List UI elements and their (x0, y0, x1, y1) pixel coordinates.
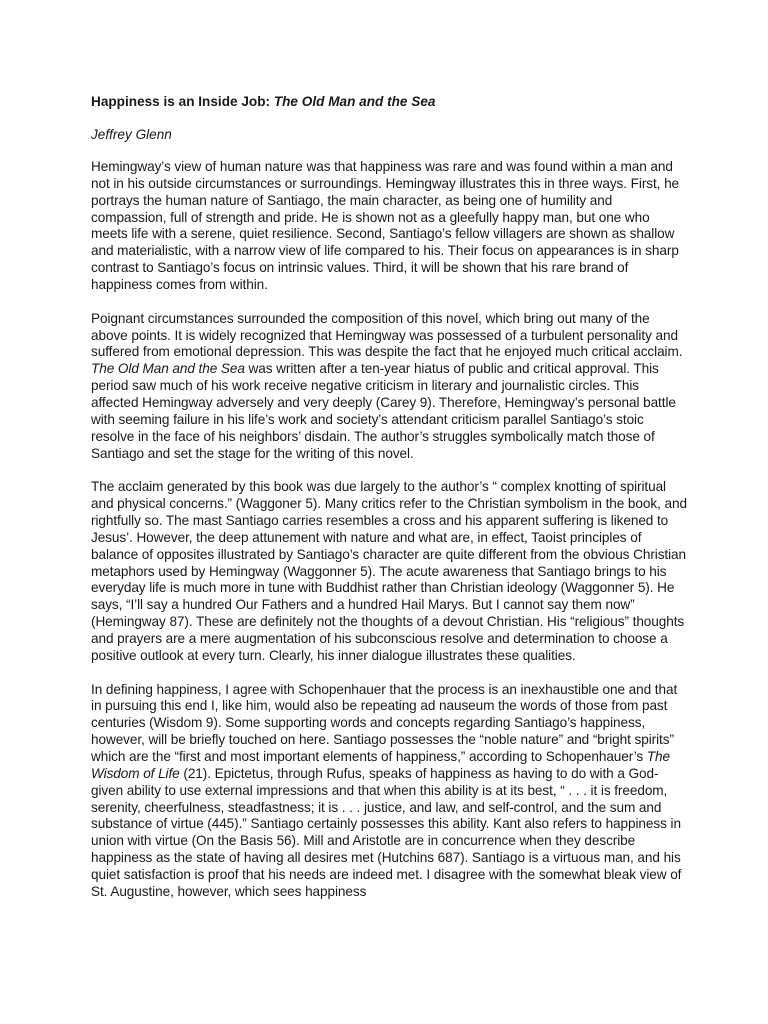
text-span: (21). Epictetus, through Rufus, speaks of happiness as having to do with a God-given ability to use external impressions and that when this ability is at its best, “ . . . it is freedom, serenity, cheerfulness, steadfastness; it is . . . justice, and law, and self-control, and the sum and substance of virtue (445).” Santiago certainly possesses this ability. Kant also refers to happiness in union with virtue (On the Basis 56). Mill and Aristotle are in concurrence when they describe happiness as the state of having all desires met (Hutchins 687). Santiago is a virtuous man, and his quiet satisfaction is proof that his needs are indeed met. I disagree with the somewhat bleak view of St. Augustine, however, which sees happiness (91, 765, 682, 899)
paragraph (91, 682, 689, 901)
text-span: In defining happiness, I agree with Schopenhauer that the process is an inexhaustible one and that in pursuing this end I, like him, would also be repeating ad nauseum the words of those from past centuries (Wisdom 9). Some supporting words and concepts regarding Santiago’s happiness, however, will be briefly touched on here. Santiago possesses the “noble nature” and “bright spirits” which are the “first and most important elements of happiness,” according to Schopenhauer’s (91, 681, 678, 764)
text-span: was written after a ten-year hiatus of public and critical approval. This period saw much of his work receive negative criticism in literary and journalistic circles. This affected Hemingway adversely and very deeply (Carey 9). Therefore, Hemingway’s personal battle with seeming failure in his life’s work and society’s attendant criticism parallel Santiago’s stoic resolve in the face of his neighbors’ disdain. The author’s struggles symbolically match those of Santiago and set the stage for the writing of this novel. (91, 361, 676, 461)
author-name: Jeffrey Glenn (91, 127, 172, 142)
document-title (91, 93, 689, 110)
body-text (91, 159, 689, 901)
text-span: The acclaim generated by this book was due largely to the author’s “ complex knotting of spiritual and physical concerns.” (Waggoner 5). Many critics refer to the Christian symbolism in the book, and rightfully so. The mast Santiago carries resembles a cross and his apparent suffering is likened to Jesus’. However, the deep attunement with nature and what are, in effect, Taoist principles of balance of opposites illustrated by Santiago’s character are quite different from the obvious Christian metaphors used by Hemingway (Waggonner 5). The acute awareness that Santiago brings to his everyday life is much more in tune with Buddhist rather than Christian ideology (Waggonner 5). He says, “I’ll say a hundred Our Fathers and a hundred Hail Marys. But I cannot say them now” (Hemingway 87). These are definitely not the thoughts of a devout Christian. His “religious” thoughts and prayers are a mere augmentation of his subconscious resolve and determination to choose a positive outlook at every turn. Clearly, his inner dialogue illustrates these qualities. (91, 479, 687, 663)
title-book: The Old Man and the Sea (273, 94, 436, 109)
paragraph (91, 479, 689, 664)
italic-title-span: The Wisdom of Life (91, 749, 671, 781)
document-content (91, 93, 689, 918)
text-span: Hemingway’s view of human nature was that happiness was rare and was found within a man and not in his outside circumstances or surroundings. Hemingway illustrates this in three ways. First, he portrays the human nature of Santiago, the main character, as being one of humility and compassion, full of strength and pride. He is shown not as a gleefully happy man, but one who meets life with a serene, quiet resilience. Second, Santiago’s fellow villagers are shown as shallow and materialistic, with a narrow view of life compared to his. Their focus on appearances is in sharp contrast to Santiago’s focus on intrinsic values. Third, it will be shown that his rare brand of happiness comes from within. (91, 159, 680, 292)
title-main: Happiness is an Inside Job: (91, 94, 274, 109)
text-span: Poignant circumstances surrounded the composition of this novel, which bring out many of the above points. It is widely recognized that Hemingway was possessed of a turbulent personality and suffered from emotional depression. This was despite the fact that he enjoyed much critical acclaim. (91, 310, 683, 360)
italic-title-span: The Old Man and the Sea (91, 361, 245, 377)
paragraph (91, 311, 689, 463)
paragraph (91, 159, 689, 294)
